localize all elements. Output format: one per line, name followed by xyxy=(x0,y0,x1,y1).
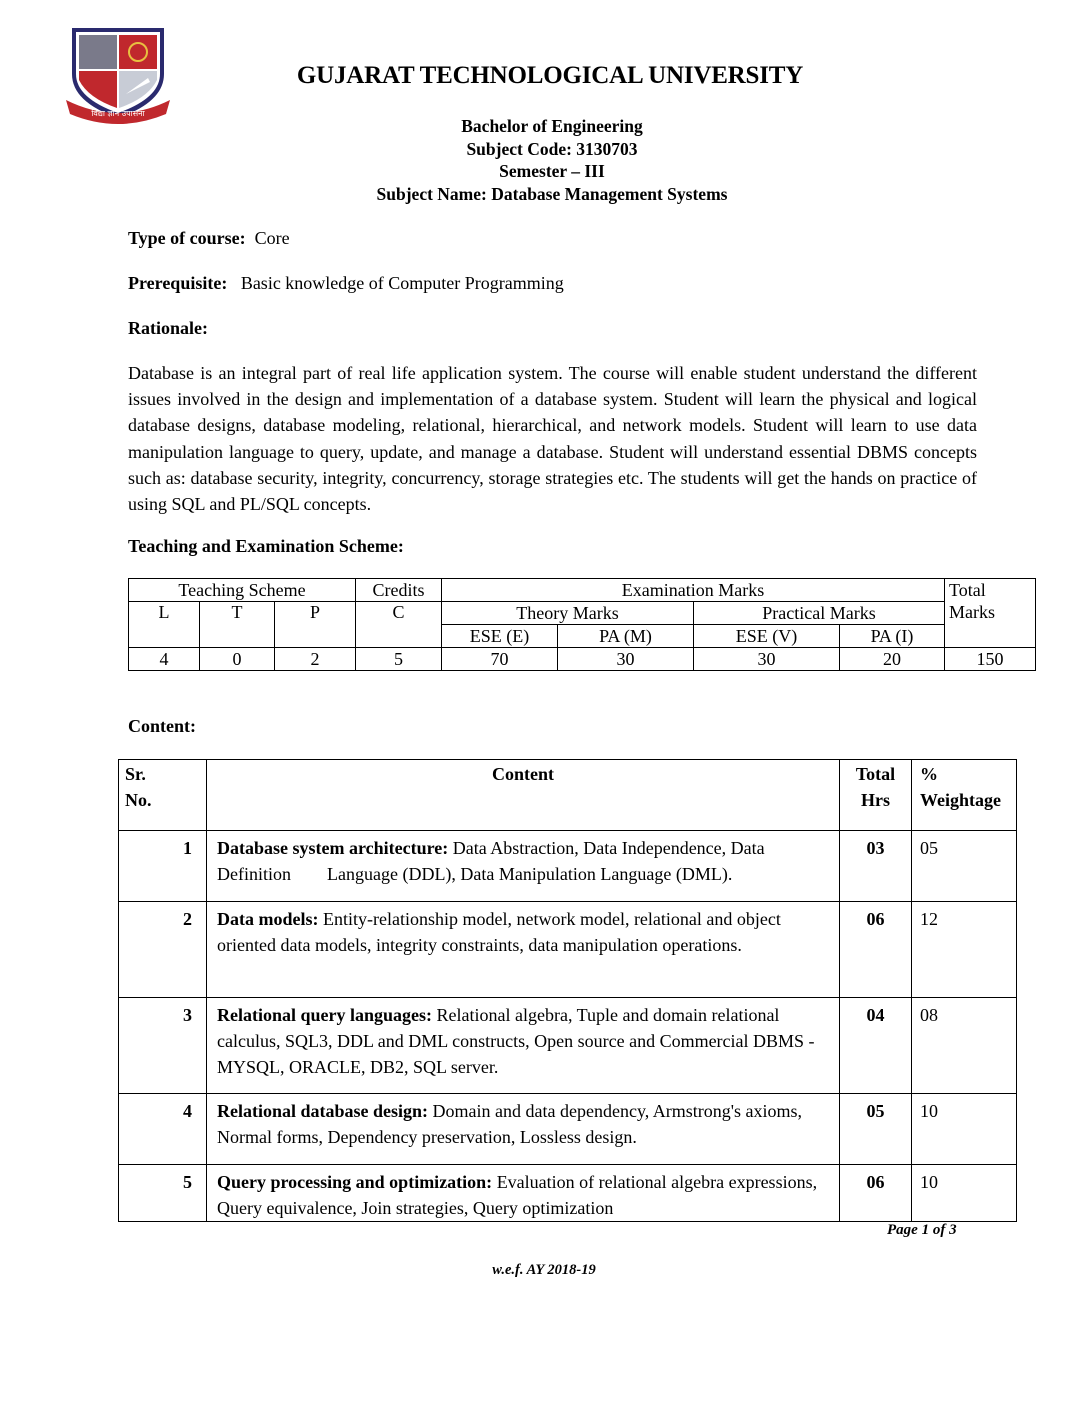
rationale-text: Database is an integral part of real life application system. The course will enable student understand the different issues involved in the design and implementation of a database system. Student will learn the physical and logical database designs, database modeling, relational, hierarchical, and network models. Student will learn to use data manipulation language to query, update, and manage a database. Student will understand essential DBMS concepts such as: database security, integrity, concurrency, storage strategies etc. The students will get the hands on practice of using SQL and PL/SQL concepts. xyxy=(128,363,977,515)
scheme-values-row xyxy=(129,648,1036,671)
row-desc: Entity-relationship model, network model, relational and object oriented data models, integrity constraints, data manipulation operations. xyxy=(217,909,781,955)
row-desc: Relational algebra, Tuple and domain relational calculus, SQL3, DDL and DML constructs, Open source and Commercial DBMS - MYSQL, ORACLE, DB2, SQL server. xyxy=(217,1005,815,1077)
prerequisite-label: Prerequisite: xyxy=(128,273,228,293)
hdr-hrs-line2: Hrs xyxy=(861,790,890,810)
row-hrs: 06 xyxy=(840,902,912,998)
content-table xyxy=(118,759,1017,1222)
hdr-pa-m: PA (M) xyxy=(558,625,694,648)
row-content xyxy=(207,998,840,1094)
content-heading xyxy=(128,716,196,737)
hdr-L: L xyxy=(129,602,200,648)
hdr-pa-i: PA (I) xyxy=(840,625,945,648)
content-row xyxy=(119,1165,1017,1222)
hdr-weightage: % Weightage xyxy=(912,760,1017,831)
hdr-content: Content xyxy=(207,760,840,831)
val-pa-m: 30 xyxy=(558,648,694,671)
page-number: Page 1 of 3 xyxy=(887,1222,957,1238)
rationale-heading xyxy=(128,318,208,339)
effective-year: w.e.f. AY 2018-19 xyxy=(492,1262,596,1278)
hdr-T: T xyxy=(200,602,275,648)
row-sr: 4 xyxy=(119,1094,207,1165)
hdr-teaching: Teaching Scheme xyxy=(129,579,356,602)
scheme-title: Teaching and Examination Scheme: xyxy=(128,536,404,556)
row-topic: Relational database design: xyxy=(217,1101,429,1121)
content-title: Content: xyxy=(128,716,196,736)
row-content xyxy=(207,902,840,998)
val-C: 5 xyxy=(356,648,442,671)
row-topic: Data models: xyxy=(217,909,319,929)
hdr-P: P xyxy=(275,602,356,648)
row-desc: Evaluation of relational algebra expressions, Query equivalence, Join strategies, Query optimization xyxy=(217,1172,818,1218)
row-sr: 1 xyxy=(119,831,207,902)
content-row xyxy=(119,998,1017,1094)
hdr-sr xyxy=(119,760,207,831)
prerequisite-value: Basic knowledge of Computer Programming xyxy=(240,273,564,293)
content-row xyxy=(119,1094,1017,1165)
subject-name: Subject Name: Database Management Systems xyxy=(376,183,728,204)
row-weight: 05 xyxy=(912,831,1017,902)
hdr-exam: Examination Marks xyxy=(442,579,945,602)
prerequisite xyxy=(128,273,564,294)
hdr-sr-line2: No. xyxy=(125,790,152,810)
row-desc: Data Abstraction, Data Independence, Data Definition Language (DDL), Data Manipulation Language (DML). xyxy=(217,838,770,884)
row-hrs: 05 xyxy=(840,1094,912,1165)
val-pa-i: 20 xyxy=(840,648,945,671)
course-type-label: Type of course: xyxy=(128,228,246,248)
row-content xyxy=(207,831,840,902)
content-row xyxy=(119,831,1017,902)
subject-header xyxy=(282,115,822,205)
university-title: GUJARAT TECHNOLOGICAL UNIVERSITY xyxy=(296,62,804,89)
row-hrs: 04 xyxy=(840,998,912,1094)
hdr-sr-line1: Sr. xyxy=(125,764,146,784)
hdr-ese-v: ESE (V) xyxy=(694,625,840,648)
val-total: 150 xyxy=(945,648,1036,671)
row-content xyxy=(207,1094,840,1165)
scheme-heading xyxy=(128,536,404,557)
row-sr: 2 xyxy=(119,902,207,998)
val-P: 2 xyxy=(275,648,356,671)
row-sr: 3 xyxy=(119,998,207,1094)
row-sr: 5 xyxy=(119,1165,207,1222)
content-row xyxy=(119,902,1017,998)
subject-code: Subject Code: 3130703 xyxy=(466,138,638,159)
scheme-table xyxy=(128,578,1036,671)
row-content xyxy=(207,1165,840,1222)
row-weight: 08 xyxy=(912,998,1017,1094)
val-L: 4 xyxy=(129,648,200,671)
hdr-total: Total Marks xyxy=(945,579,1036,648)
hdr-theory: Theory Marks xyxy=(442,602,694,625)
val-ese-e: 70 xyxy=(442,648,558,671)
row-hrs: 06 xyxy=(840,1165,912,1222)
semester: Semester – III xyxy=(499,161,605,181)
row-topic: Query processing and optimization: xyxy=(217,1172,493,1192)
rationale-label: Rationale: xyxy=(128,318,208,338)
row-desc: Domain and data dependency, Armstrong's axioms, Normal forms, Dependency preservation, Lossless design. xyxy=(217,1101,803,1147)
hdr-hrs-line1: Total xyxy=(855,764,896,784)
row-weight: 10 xyxy=(912,1094,1017,1165)
logo-motto: विद्या ज्ञान उपासना xyxy=(91,109,145,118)
course-type-value: Core xyxy=(254,228,290,248)
row-hrs: 03 xyxy=(840,831,912,902)
degree: Bachelor of Engineering xyxy=(461,116,643,136)
hdr-credits: Credits xyxy=(356,579,442,602)
row-weight: 10 xyxy=(912,1165,1017,1222)
row-topic: Database system architecture: xyxy=(217,838,449,858)
val-T: 0 xyxy=(200,648,275,671)
hdr-practical: Practical Marks xyxy=(694,602,945,625)
val-ese-v: 30 xyxy=(694,648,840,671)
hdr-ese-e: ESE (E) xyxy=(442,625,558,648)
row-topic: Relational query languages: xyxy=(217,1005,433,1025)
row-weight: 12 xyxy=(912,902,1017,998)
course-type xyxy=(128,228,290,249)
hdr-hrs xyxy=(840,760,912,831)
hdr-C: C xyxy=(356,602,442,648)
